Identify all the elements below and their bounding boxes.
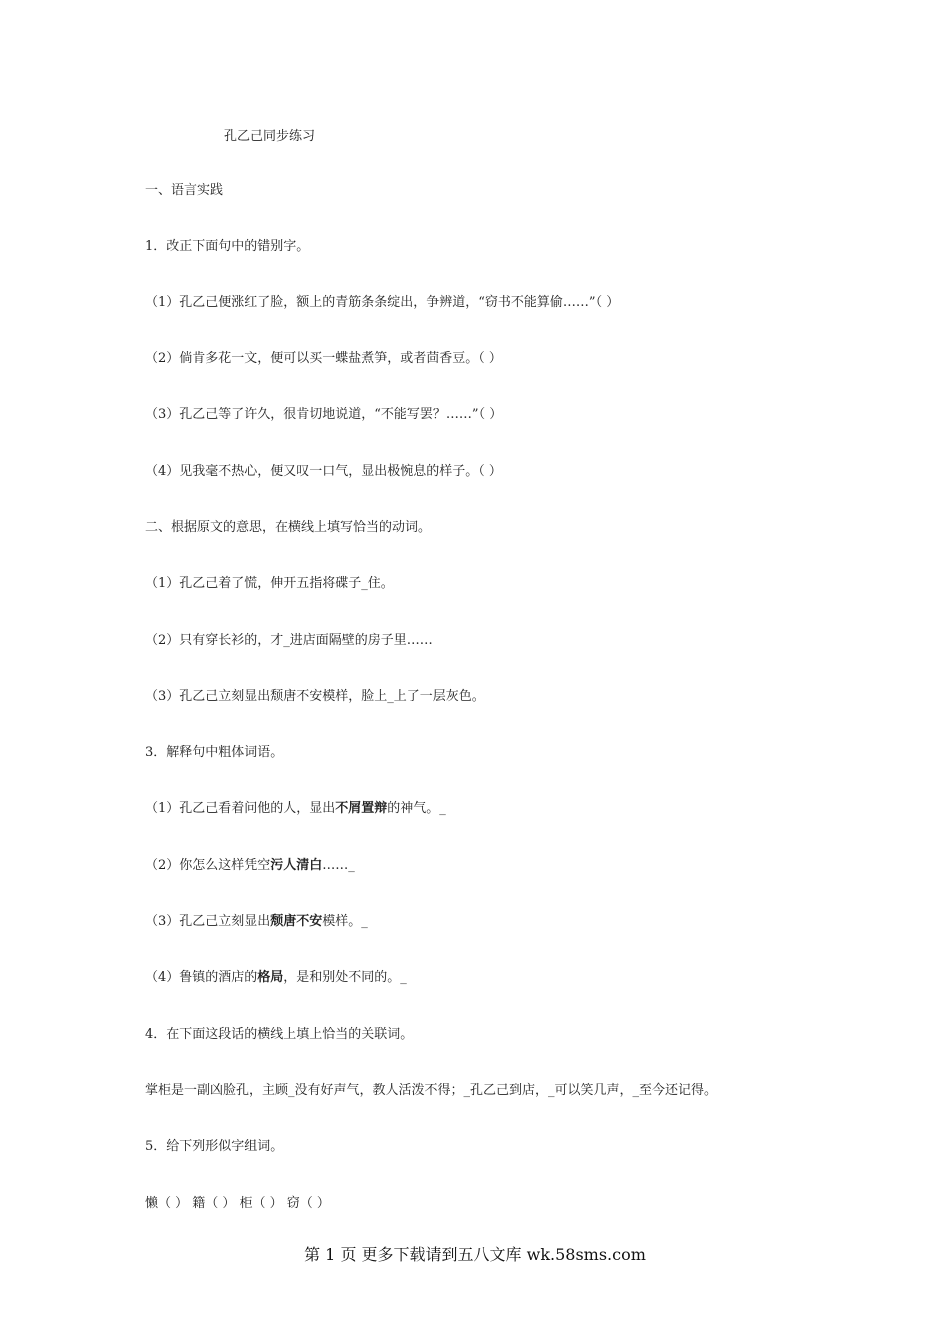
question-1-item-4: （4）见我毫不热心，便又叹一口气，显出极惋息的样子。（ ）	[145, 464, 502, 479]
question-1-item-3: （3）孔乙己等了许久，很肯切地说道，“不能写罢？……”（ ）	[145, 407, 503, 422]
question-4-heading: 4．在下面这段话的横线上填上恰当的关联词。	[145, 1027, 414, 1042]
question-1-heading: 1．改正下面句中的错别字。	[145, 239, 310, 254]
question-3-heading: 3．解释句中粗体词语。	[145, 745, 284, 760]
question-3-item-1: （1）孔乙己看着问他的人，显出不屑置辩的神气。_	[145, 801, 446, 816]
question-2-item-2: （2）只有穿长衫的，才_进店面隔壁的房子里……	[145, 633, 433, 648]
document-title: 孔乙己同步练习	[224, 129, 316, 144]
question-4-text: 掌柜是一副凶脸孔，主顾_没有好声气，教人活泼不得；_孔乙己到店，_可以笑几声，_至今还记得。	[145, 1083, 718, 1098]
page-footer: 第 1 页 更多下载请到五八文库 wk.58sms.com	[304, 1245, 646, 1264]
section-heading-1: 一、语言实践	[145, 183, 224, 198]
question-3-item-2: （2）你怎么这样凭空污人清白……_	[145, 858, 355, 873]
question-1-item-2: （2）倘肯多花一文，便可以买一蝶盐煮笋，或者茴香豆。（ ）	[145, 351, 502, 366]
section-heading-2: 二、根据原文的意思，在横线上填写恰当的动词。	[145, 520, 432, 535]
question-3-item-4: （4）鲁镇的酒店的格局，是和别处不同的。_	[145, 970, 407, 985]
question-5-text: 懒（ ） 籍（ ） 柜（ ） 窃（ ）	[145, 1196, 330, 1211]
bold-term: 颓唐不安	[270, 914, 323, 929]
question-1-item-1: （1）孔乙己便涨红了脸，额上的青筋条条绽出，争辨道，“窃书不能算偷……”（ ）	[145, 295, 620, 310]
question-5-heading: 5．给下列形似字组词。	[145, 1139, 284, 1154]
question-3-item-3: （3）孔乙己立刻显出颓唐不安模样。_	[145, 914, 368, 929]
bold-term: 污人清白	[270, 858, 323, 873]
bold-term: 格局	[257, 970, 284, 985]
question-2-item-3: （3）孔乙己立刻显出颓唐不安模样，脸上_上了一层灰色。	[145, 689, 485, 704]
question-2-item-1: （1）孔乙己着了慌，伸开五指将碟子_住。	[145, 576, 394, 591]
bold-term: 不屑置辩	[335, 801, 388, 816]
